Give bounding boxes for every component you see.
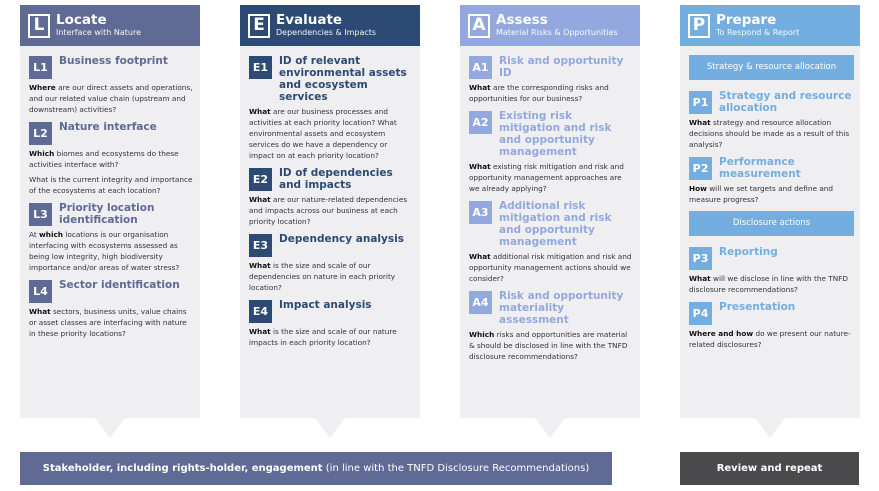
down-arrow <box>755 418 785 438</box>
column-header <box>240 5 420 46</box>
step-title: Risk and opportunity ID <box>499 55 624 79</box>
step-title: Existing risk mitigation and risk and opportunity management <box>499 110 612 158</box>
step-title: Presentation <box>719 301 796 313</box>
header-text <box>496 13 618 38</box>
question-text: do we present our nature-related disclosures? <box>689 329 851 349</box>
step-header <box>689 246 854 270</box>
step-question <box>469 251 634 284</box>
question-text: biomes and ecosystems do these activities interface with? <box>29 149 179 169</box>
down-arrow <box>95 418 125 438</box>
step-code-badge: A2 <box>469 111 492 134</box>
phase-title: Assess <box>496 12 548 28</box>
phase-subtitle: Interface with Nature <box>56 28 142 37</box>
question-keyword: How <box>689 184 707 193</box>
column-header <box>460 5 640 46</box>
step-title: Priority location identification <box>59 202 155 226</box>
question-keyword: which <box>39 230 64 239</box>
column-prepare <box>680 5 860 438</box>
column-header <box>680 5 860 46</box>
phase-subtitle: To Respond & Report <box>716 28 800 37</box>
step-code-badge: L1 <box>29 56 52 79</box>
question-text: locations is our organisation interfacing with ecosystems assessed as being low integrity, high biodiversity importance and/or areas of water stress? <box>29 230 180 272</box>
step-question <box>249 326 414 348</box>
phase-letter-badge: A <box>468 14 490 38</box>
step-a2 <box>469 110 634 194</box>
question-keyword: What <box>689 118 711 127</box>
step-question <box>29 229 194 273</box>
step-code-badge: P2 <box>689 157 712 180</box>
step-a1 <box>469 55 634 104</box>
step-question <box>29 148 194 170</box>
question-keyword: Which <box>29 149 55 158</box>
phase-title: Evaluate <box>276 12 343 28</box>
question-text: is the size and scale of our nature impacts in each priority location? <box>249 327 397 347</box>
question-keyword: Where <box>29 83 56 92</box>
question-text: will we disclose in line with the TNFD disclosure recommendations? <box>689 274 848 294</box>
step-header <box>469 290 634 326</box>
column-panel <box>240 46 420 418</box>
step-title: Risk and opportunity materiality assessment <box>499 290 624 326</box>
down-arrow <box>315 418 345 438</box>
question-keyword: What <box>249 327 271 336</box>
question-keyword: What <box>469 252 491 261</box>
step-header <box>29 55 194 79</box>
step-question <box>29 82 194 115</box>
question-text: are our nature-related dependencies and impacts across our business at each priority location? <box>249 195 408 226</box>
stakeholder-bold: Stakeholder, including rights-holder, engagement <box>42 463 323 474</box>
step-question <box>249 194 414 227</box>
step-code-badge: A1 <box>469 56 492 79</box>
step-header <box>469 200 634 248</box>
stakeholder-rest: (in line with the TNFD Disclosure Recommendations) <box>322 463 590 474</box>
stakeholder-engagement-bar <box>20 452 612 485</box>
step-l2 <box>29 121 194 196</box>
step-code-badge: P4 <box>689 302 712 325</box>
question-keyword: Which <box>469 330 495 339</box>
step-question <box>469 161 634 194</box>
question-text: are our business processes and activities at each priority location? What environmental assets and ecosystem services do we have a dependency or impact on at each priority location? <box>249 107 397 160</box>
step-header <box>29 279 194 303</box>
section-bar: Disclosure actions <box>689 211 854 236</box>
step-a3 <box>469 200 634 284</box>
phase-letter-badge: E <box>248 14 270 38</box>
step-code-badge: A3 <box>469 201 492 224</box>
header-text <box>276 13 376 38</box>
phase-title: Prepare <box>716 12 777 28</box>
question-keyword: What <box>249 261 271 270</box>
question-text: existing risk mitigation and risk and opportunity management approaches are we already applying? <box>469 162 624 193</box>
question-keyword: What <box>29 307 51 316</box>
step-e2 <box>249 167 414 227</box>
step-question <box>689 117 854 150</box>
step-l4 <box>29 279 194 339</box>
step-p1 <box>689 90 854 150</box>
question-text: is the size and scale of our dependencies on nature in each priority location? <box>249 261 396 292</box>
step-header <box>469 55 634 79</box>
step-header <box>249 299 414 323</box>
step-header <box>249 55 414 103</box>
step-title: Nature interface <box>59 121 157 133</box>
step-p4 <box>689 301 854 350</box>
step-question <box>249 260 414 293</box>
section-bar: Strategy & resource allocation <box>689 55 854 80</box>
step-code-badge: P3 <box>689 247 712 270</box>
step-header <box>29 202 194 226</box>
question-text: additional risk mitigation and risk and opportunity management actions should we consider? <box>469 252 632 283</box>
question-text: are our direct assets and operations, and our related value chain (upstream and downstream) activities? <box>29 83 193 114</box>
step-title: Dependency analysis <box>279 233 404 245</box>
step-title: Additional risk mitigation and risk and opportunity management <box>499 200 612 248</box>
question-keyword: What <box>689 274 711 283</box>
question-text: risks and opportunities are material & should be disclosed in line with the TNFD disclosure recommendations? <box>469 330 628 361</box>
question-keyword: What <box>249 107 271 116</box>
column-evaluate <box>240 5 420 438</box>
step-question <box>689 328 854 350</box>
header-text <box>716 13 799 38</box>
step-header <box>689 156 854 180</box>
step-code-badge: A4 <box>469 291 492 314</box>
column-panel <box>460 46 640 418</box>
question-text: sectors, business units, value chains or asset classes are interfacing with nature in these priority locations? <box>29 307 187 338</box>
step-title: Business footprint <box>59 55 168 67</box>
step-header <box>689 301 854 325</box>
step-header <box>689 90 854 114</box>
step-code-badge: E1 <box>249 56 272 79</box>
step-extra-question: What is the current integrity and importance of the ecosystems at each location? <box>29 175 193 195</box>
question-text: strategy and resource allocation decisions should be made as a result of this analysis? <box>689 118 850 149</box>
step-question <box>29 306 194 339</box>
step-code-badge: E2 <box>249 168 272 191</box>
question-keyword: What <box>469 162 491 171</box>
review-repeat-bar <box>680 452 859 485</box>
step-question <box>469 329 634 362</box>
step-question <box>689 183 854 205</box>
step-code-badge: L3 <box>29 203 52 226</box>
step-header <box>29 121 194 145</box>
step-code-badge: E3 <box>249 234 272 257</box>
step-title: Impact analysis <box>279 299 372 311</box>
step-code-badge: L2 <box>29 122 52 145</box>
phase-title: Locate <box>56 12 107 28</box>
step-e4 <box>249 299 414 348</box>
phase-letter-badge: P <box>688 14 710 38</box>
step-header <box>249 233 414 257</box>
step-question <box>469 82 634 104</box>
column-assess <box>460 5 640 438</box>
step-e3 <box>249 233 414 293</box>
phase-subtitle: Material Risks & Opportunities <box>496 28 618 37</box>
question-keyword: What <box>469 83 491 92</box>
column-locate <box>20 5 200 438</box>
review-label: Review and repeat <box>716 463 823 474</box>
step-code-badge: P1 <box>689 91 712 114</box>
step-title: Sector identification <box>59 279 180 291</box>
step-e1 <box>249 55 414 161</box>
column-panel <box>20 46 200 418</box>
step-header <box>469 110 634 158</box>
step-l3 <box>29 202 194 273</box>
step-a4 <box>469 290 634 362</box>
column-header <box>20 5 200 46</box>
question-text: are the corresponding risks and opportunities for our business? <box>469 83 609 103</box>
step-code-badge: L4 <box>29 280 52 303</box>
phase-subtitle: Dependencies & Impacts <box>276 28 377 37</box>
column-panel <box>680 46 860 418</box>
header-text <box>56 13 141 38</box>
question-text: will we set targets and define and measure progress? <box>689 184 834 204</box>
step-title: ID of dependencies and impacts <box>279 167 393 191</box>
step-header <box>249 167 414 191</box>
question-keyword: Where and how <box>689 329 754 338</box>
step-code-badge: E4 <box>249 300 272 323</box>
step-p2 <box>689 156 854 205</box>
step-title: ID of relevant environmental assets and ecosystem services <box>279 55 407 103</box>
step-question <box>689 273 854 295</box>
step-title: Reporting <box>719 246 778 258</box>
step-question <box>249 106 414 161</box>
question-keyword: What <box>249 195 271 204</box>
phase-letter-badge: L <box>28 14 50 38</box>
step-p3 <box>689 246 854 295</box>
step-title: Strategy and resource allocation <box>719 90 852 114</box>
down-arrow <box>535 418 565 438</box>
question-prefix: At <box>29 230 40 239</box>
step-l1 <box>29 55 194 115</box>
step-title: Performance measurement <box>719 156 801 180</box>
